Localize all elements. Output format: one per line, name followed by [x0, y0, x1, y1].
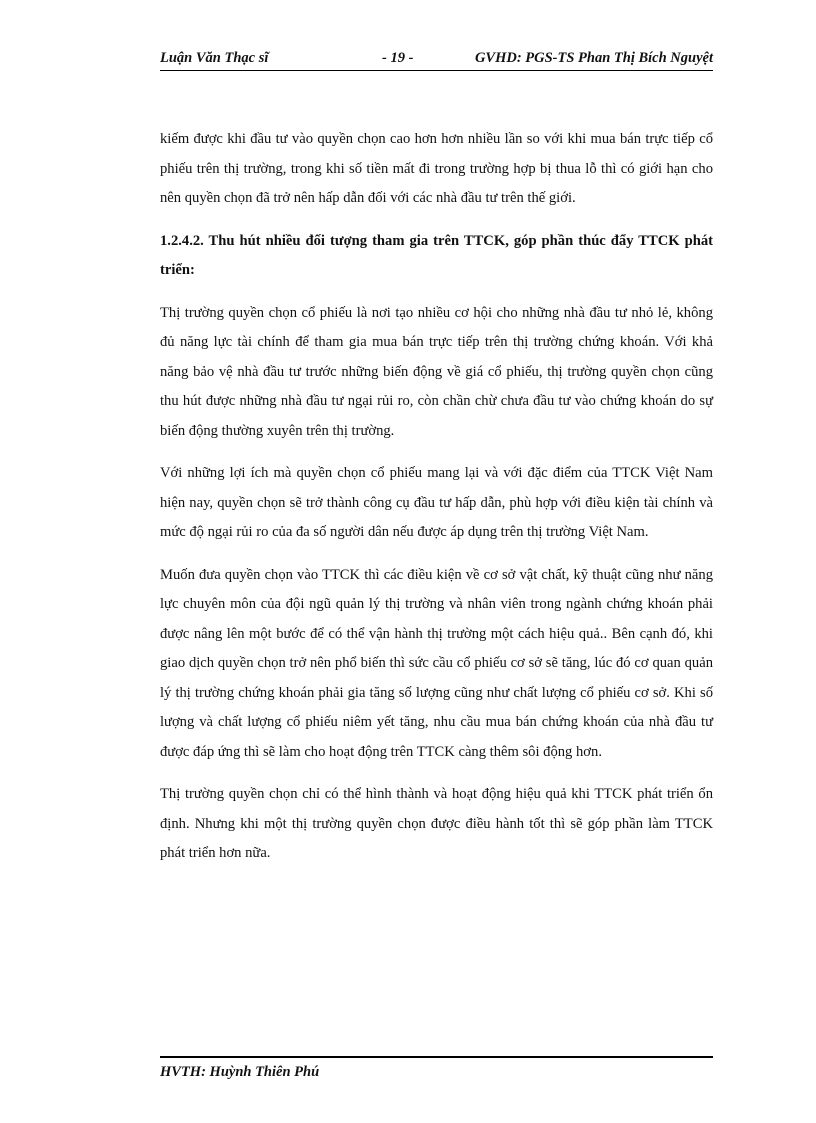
page-header: [160, 50, 713, 71]
paragraph: Với những lợi ích mà quyền chọn cổ phiếu mang lại và với đặc điểm của TTCK Việt Nam hiện nay, quyền chọn sẽ trở thành công cụ đầu tư hấp dẫn, phù hợp với điều kiện tài chính và mức độ ngại rủi ro của đa số người dân nếu được áp dụng trên thị trường Việt Nam.: [160, 465, 713, 540]
page-footer: [160, 1056, 713, 1081]
footer-author: HVTH: Huỳnh Thiên Phú: [160, 1064, 320, 1080]
paragraph: Thị trường quyền chọn cổ phiếu là nơi tạo nhiều cơ hội cho những nhà đầu tư nhỏ lẻ, không đủ năng lực tài chính để tham gia mua bán trực tiếp trên thị trường chứng khoán. Với khả năng bảo vệ nhà đầu tư trước những biến động về giá cổ phiếu, thị trường quyền chọn cũng thu hút được những nhà đầu tư ngại rủi ro, còn chần chừ chưa đầu tư vào chứng khoán do sự biến động thường xuyên trên thị trường.: [160, 304, 713, 439]
section-heading: 1.2.4.2. Thu hút nhiều đối tượng tham gia trên TTCK, góp phần thúc đẩy TTCK phát triển:: [160, 232, 713, 278]
header-thesis-title: Luận Văn Thạc sĩ: [160, 50, 269, 66]
paragraph: Muốn đưa quyền chọn vào TTCK thì các điều kiện về cơ sở vật chất, kỹ thuật cũng như năng lực chuyên môn của đội ngũ quản lý thị trường và nhân viên trong ngành chứng khoán phải được nâng lên một bước để có thể vận hành thị trường một cách hiệu quả.. Bên cạnh đó, khi giao dịch quyền chọn trở nên phổ biến thì sức cầu cổ phiếu cơ sở sẽ tăng, lúc đó cơ quan quản lý thị trường chứng khoán phải gia tăng số lượng cũng như chất lượng cổ phiếu cơ sở. Khi số lượng và chất lượng cổ phiếu niêm yết tăng, nhu cầu mua bán chứng khoán của nhà đầu tư được đáp ứng thì sẽ làm cho hoạt động trên TTCK càng thêm sôi động hơn.: [160, 566, 713, 760]
paragraph: Thị trường quyền chọn chỉ có thể hình thành và hoạt động hiệu quả khi TTCK phát triển ổn định. Nhưng khi một thị trường quyền chọn được điều hành tốt thì sẽ góp phần làm TTCK phát triển hơn nữa.: [160, 786, 713, 861]
document-body: [160, 125, 713, 882]
header-page-number: - 19 -: [382, 50, 414, 66]
header-advisor: GVHD: PGS-TS Phan Thị Bích Nguyệt: [474, 50, 713, 66]
paragraph-continuation: kiếm được khi đầu tư vào quyền chọn cao hơn hơn nhiều lần so với khi mua bán trực tiếp cổ phiếu trên thị trường, trong khi số tiền mất đi trong trường hợp bị thua lỗ thì có giới hạn cho nên quyền chọn đã trở nên hấp dẫn đối với các nhà đầu tư trên thế giới.: [160, 131, 713, 206]
